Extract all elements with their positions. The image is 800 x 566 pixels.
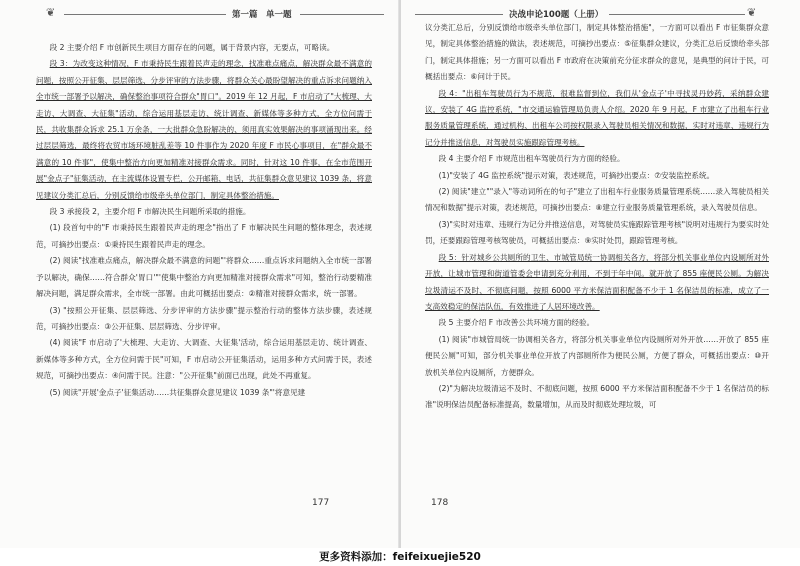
paragraph: (2) 阅读"找准难点痛点，解决群众最不满意的问题"'将群众……重点诉求问题纳入全市统一部署予以解决，确保……符合群众'胃口'"'使集中整治方向更加精准对接群众需求"可知，整治行动要精准解决问题，满足群众需求，全市统一部署。由此可概括出要点：②精准对接群众需求，统一部署。 [36, 256, 372, 299]
paragraph: 议分类汇总后，分别反馈给市级牵头单位部门，制定具体整治措施"，一方面可以看出 F 市征集群众意见，制定具体整治措施的做法，表述规范，可摘抄出要点：⑤征集群众建议，分类汇总后反馈给牵头部门，制定具体措施；另一方面可以看出 F 市政府在决策前充分征求群众的意见，是典型的问计于民，可概括出要点：⑥问计于民。 [425, 23, 769, 82]
paragraph: 段 3 承接段 2，主要介绍 F 市解决民生问题所采取的措施。 [49, 207, 251, 217]
paragraph: 段 2 主要介绍 F 市创新民生项目方面存在的问题，属于背景内容，无要点，可略读。 [49, 43, 335, 52]
page-number: 177 [312, 498, 330, 508]
paragraph: (1) 阅读"市城管局统一协调相关各方，将部分机关事业单位内设厕所对外开放……开放了 855 座便民公厕"可知，部分机关事业单位开放了内部厕所作为便民公厕，方便了群众，可概括出要点：⑩开放机关单位内设厕所，方便群众。 [425, 334, 769, 377]
footer-contact: 更多资料添加：feifeixuejie520 [319, 551, 481, 563]
header-ornament-icon: ❦ [747, 6, 757, 19]
paragraph: (1)"安装了 4G 监控系统"提示对策，表述规范，可摘抄出要点：⑦安装监控系统。 [438, 170, 715, 180]
header-rule [415, 14, 503, 15]
left-page-header: 第一篇 单一题 [232, 10, 292, 20]
paragraph: (3)"实时对违章、违规行为记分并推送信息，对驾驶员实施跟踪管理考核"说明对违规行为要实时处罚，还要跟踪管理考核驾驶员，可概括出要点：⑨实时处罚，跟踪管理考核。 [425, 219, 769, 246]
paragraph: (4) 阅读"F 市启动了'大梳理、大走访、大调查、大征集'活动，综合运用基层走访、统计调查、新媒体等多种方式，全方位问需于民"可知，F 市启动公开征集活动，运用多种方式问需于民，表述规范，可摘抄出要点：④问需于民。注意："公开征集"前面已出现，此处不再重复。 [36, 338, 372, 381]
header-ornament-icon: ❦ [46, 6, 56, 19]
paragraph: (1) 段首句中的"F 市秉持民生跟着民声走的理念"指出了 F 市解决民生问题的整体理念，表述规范，可摘抄出要点：①秉持民生跟着民声走的理念。 [36, 223, 372, 249]
header-rule [64, 14, 226, 15]
paragraph: 段 5：针对城乡公共厕所的卫生、市城管局统一协调相关各方，将部分机关事业单位内设厕所对外开放，让城市管理和街道管委会申请到充分利用，不到于年中间。就开放了 855 座便民公厕。为解决垃圾清运不及时、不彻底问题，按照 6000 平方米保洁面积配备不少于 1 名保洁员的标准，成立了一支高效稳定的保洁队伍，有效推进了人居环境改善。 [425, 252, 769, 311]
paragraph: (2)"为解决垃圾清运不及时、不彻底问题，按照 6000 平方米保洁面积配备不少于 1 名保洁员的标准"说明保洁员配备标准提高，数量增加，从而及时彻底处理垃圾，可 [425, 383, 769, 410]
left-page-body [36, 40, 372, 401]
paragraph: (5) 阅读"开展'金点子'征集活动……共征集群众意见建议 1039 条"'将意见建 [49, 387, 306, 397]
left-page [0, 0, 399, 548]
header-rule [609, 14, 745, 15]
paragraph: 段 3：为改变这种情况，F 市秉持民生跟着民声走的理念，找准难点痛点，解决群众最不满意的问题，按照公开征集、层层筛选、分步评审的方法步骤，将群众关心最盼望解决的重点诉求问题纳入全市统一部署予以解决，确保整治事项符合群众"胃口"。2019 年 12 月起，F 市启动了"大梳理、大走访、大调查、大征集"活动，综合运用基层走访、统计调查、新媒体等多种方式，全方位问需于民，共收集群众诉求 25.1 万余条，一大批群众急盼解决的、须用真实效果解决的事项涌现出来。经过层层筛选，最终将农贸市场环境脏乱差等 10 件事作为 2020 年度 F 市民心事项目，在"群众最不满意的 10 件事"，使集中整治方向更加精准对接群众需求。同时，针对这 10 件事，在全市范围开展"金点子"征集活动，在主流媒体设置专栏，公开邮箱、电话，共征集群众意见建议 1039 条，将意见建议分类汇总后，分别反馈给市级牵头单位部门，制定具体整治措施。 [36, 59, 372, 200]
right-page [401, 0, 800, 548]
header-rule [300, 14, 384, 15]
right-page-header: 决战申论100题（上册） [509, 10, 604, 20]
paragraph: (2) 阅读"建立""录入"等动词所在的句子"建立了出租车行业服务质量管理系统……录入驾驶员相关情况和数据"提示对策，表述规范，可摘抄出要点：⑧建立行业服务质量管理系统，录入驾驶员信息。 [425, 187, 769, 213]
paragraph: 段 4："出租车驾驶员行为不规范，很难监督到位，我们从'金点子'中寻找灵丹妙药，采纳群众建议，安装了 4G 监控系统，"市交通运输管理局负责人介绍。2020 年 9 月起，F 市建立了出租车行业服务质量管理系统，通过机构、出租车公司按权限录入驾驶员相关情况和数据，实时对违章、违规行为记分并推送信息，对驾驶员实施跟踪管理考核。 [425, 88, 769, 147]
right-page-body [425, 20, 769, 414]
paragraph: 段 5 主要介绍 F 市改善公共环境方面的经验。 [438, 318, 595, 328]
paragraph: 段 4 主要介绍 F 市规范出租车驾驶员行为方面的经验。 [438, 154, 625, 164]
paragraph: (3) "按照公开征集、层层筛选、分步评审的方法步骤"提示整治行动的整体方法步骤，表述规范，可摘抄出要点：③公开征集、层层筛选、分步评审。 [36, 305, 372, 331]
page-number: 178 [431, 498, 449, 508]
